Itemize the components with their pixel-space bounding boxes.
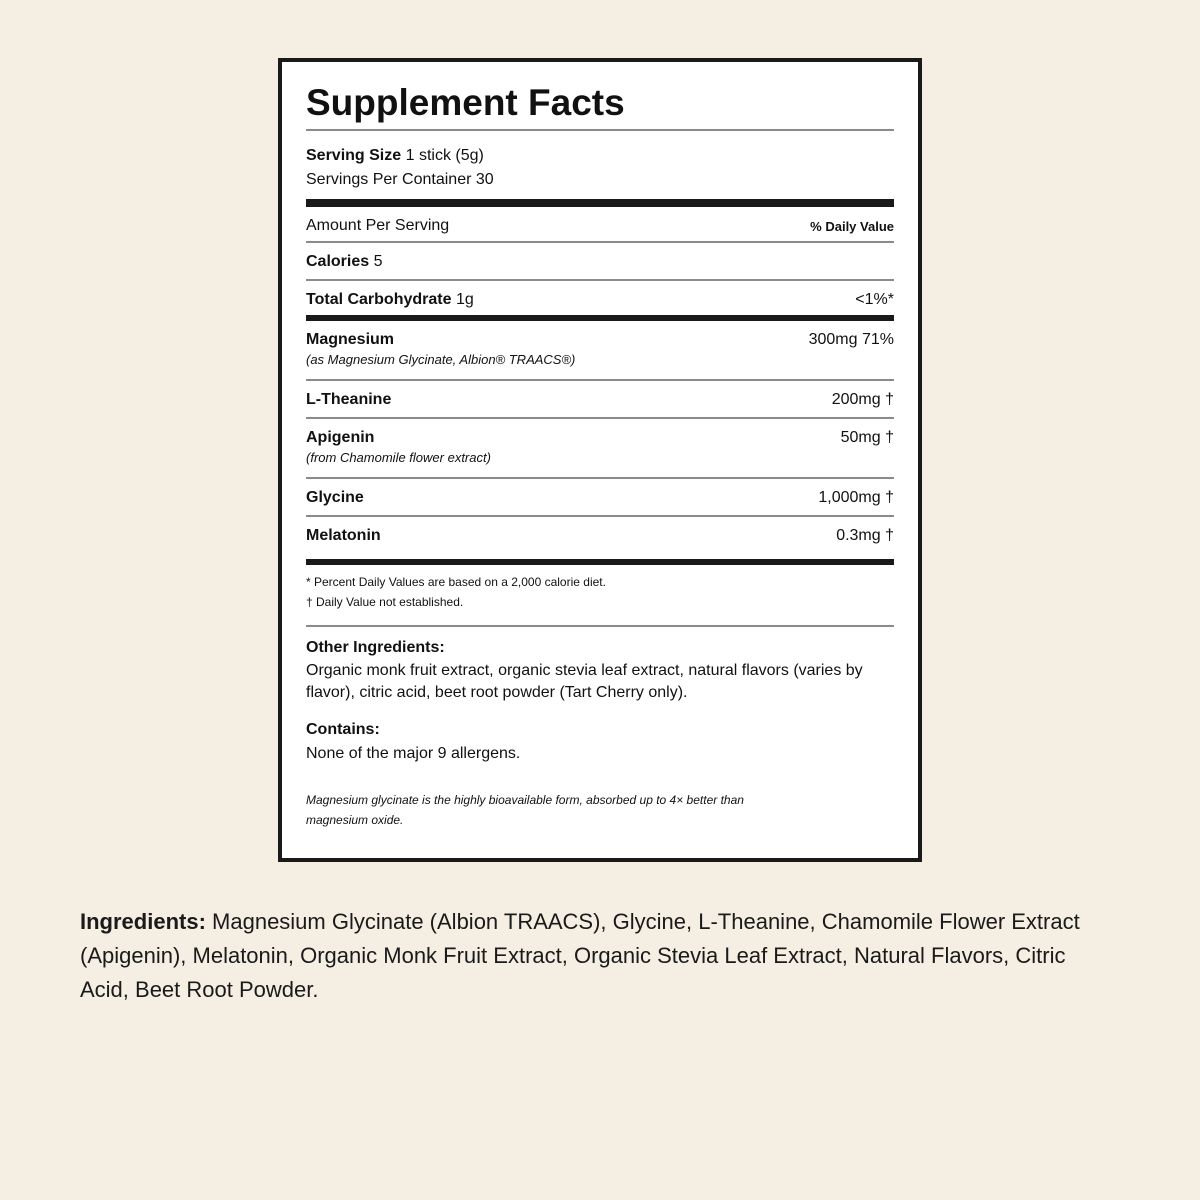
nutrient-source: (as Magnesium Glycinate, Albion® TRAACS®) <box>306 352 576 367</box>
nutrient-value: <1%* <box>855 291 894 308</box>
ingredients-text: Magnesium Glycinate (Albion TRAACS), Glycine, L-Theanine, Chamomile Flower Extract (Apigenin), Melatonin, Organic Monk Fruit Extract, Organic Stevia Leaf Extract, Natural Flavors, Citric Acid, Beet Root Powder. <box>80 909 1080 1002</box>
serving-divider <box>306 199 894 207</box>
calories-row <box>306 252 383 272</box>
footnote-not-established: † Daily Value not established. <box>306 595 464 609</box>
nutrient-source: (from Chamomile flower extract) <box>306 450 491 465</box>
nutrient-name: Magnesium <box>306 331 395 348</box>
ingredients-divider <box>306 625 894 627</box>
serving-size-value: 1 stick (5g) <box>405 147 484 164</box>
other-ingredients-label: Other Ingredients: <box>306 639 445 656</box>
nutrient-amount: 1g <box>455 291 474 308</box>
nutrient-value: 0.3mg † <box>836 527 894 544</box>
nutrient-name: Melatonin <box>306 527 381 544</box>
servings-per-container-label: Servings Per Container <box>306 171 472 188</box>
row-divider <box>306 417 894 419</box>
supplement-facts-panel <box>278 58 922 862</box>
daily-value-header: % Daily Value <box>810 219 894 234</box>
footnote-divider <box>306 559 894 565</box>
ingredients-label: Ingredients: <box>80 909 206 934</box>
nutrient-value: 300mg 71% <box>808 331 894 348</box>
row-divider <box>306 379 894 381</box>
row-divider <box>306 279 894 281</box>
nutrient-value: 200mg † <box>831 391 894 408</box>
footnote-daily-values: * Percent Daily Values are based on a 2,000 calorie diet. <box>306 575 606 589</box>
total-carbohydrate-row <box>306 290 474 310</box>
row-divider <box>306 241 894 243</box>
row-divider <box>306 477 894 479</box>
nutrient-name: Total Carbohydrate <box>306 291 452 308</box>
magnesium-note: Magnesium glycinate is the highly bioavailable form, absorbed up to 4× better than magnesium oxide. <box>306 793 744 827</box>
nutrient-value: 1,000mg † <box>818 489 894 506</box>
other-ingredients-text: Organic monk fruit extract, organic stevia leaf extract, natural flavors (varies by flavor), citric acid, beet root powder (Tart Cherry only). <box>306 662 863 701</box>
amount-per-serving: Amount Per Serving <box>306 217 450 234</box>
nutrient-name: Glycine <box>306 489 364 506</box>
serving-size <box>306 146 484 166</box>
calories-value: 5 <box>373 253 383 270</box>
serving-size-label: Serving Size <box>306 147 402 164</box>
servings-per-container-value: 30 <box>475 171 494 188</box>
nutrient-value: 50mg † <box>840 429 894 446</box>
nutrient-divider <box>306 315 894 321</box>
contains-label: Contains: <box>306 721 380 738</box>
nutrient-name: Apigenin <box>306 429 375 446</box>
nutrient-name: L-Theanine <box>306 391 392 408</box>
servings-per-container <box>306 170 494 190</box>
contains-text: None of the major 9 allergens. <box>306 745 521 762</box>
calories-label: Calories <box>306 253 370 270</box>
title-divider <box>306 129 894 131</box>
row-divider <box>306 515 894 517</box>
ingredients-statement <box>80 905 1080 1007</box>
panel-title: Supplement Facts <box>306 82 625 123</box>
